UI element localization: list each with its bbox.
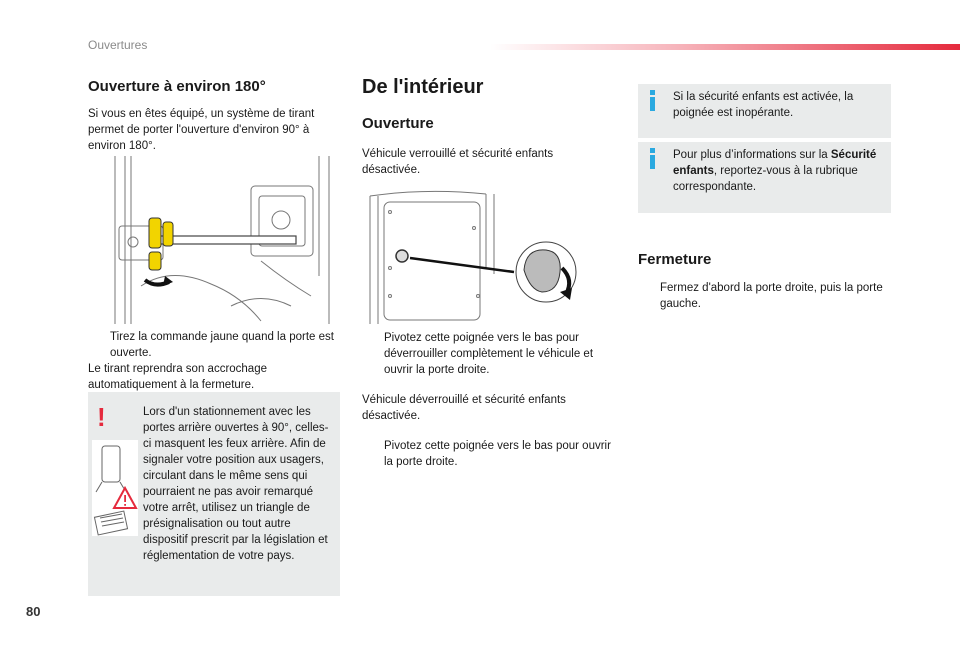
- info-icon: [648, 148, 658, 170]
- left-after-text: Le tirant reprendra son accrochage automatiquement à la fermeture.: [88, 363, 267, 391]
- middle-bullet-item-1: [362, 330, 612, 378]
- warning-text: Lors d'un stationnement avec les portes arrière ouvertes à 90°, celles-ci masquent les feux arrière. Afin de signaler votre position aux usagers, circulant dans le même sens qui pourraient ne pas avoir remarqué votre arrêt, utilisez un triangle de présignalisation ou tout autre dispositif prescrit par la législation et réglementation de votre pays.: [143, 406, 329, 562]
- interior-handle-illustration: [366, 188, 598, 324]
- middle-bullet-text-2: Pivotez cette poignée vers le bas pour ouvrir la porte droite.: [384, 440, 611, 468]
- left-bullet-item: [88, 329, 338, 361]
- closing-title: Fermeture: [638, 251, 712, 268]
- left-bullet-text: Tirez la commande jaune quand la porte est ouverte.: [110, 331, 334, 359]
- info-text-part: Pour plus d’informations sur la: [673, 149, 831, 161]
- info-text-part: , reportez-vous à la rubrique correspondante.: [673, 165, 858, 193]
- left-intro-text: Si vous en êtes équipé, un système de tirant permet de porter l'ouverture d'environ 90° à environ 180°.: [88, 108, 315, 152]
- section-title: Ouvertures: [88, 38, 148, 52]
- closing-bullet-text: Fermez d'abord la porte droite, puis la porte gauche.: [660, 282, 883, 310]
- middle-bullet-text-1: Pivotez cette poignée vers le bas pour déverrouiller complètement le véhicule et ouvrir la porte droite.: [384, 332, 594, 376]
- warning-triangle-illustration: [92, 440, 138, 536]
- warning-exclamation-icon: !: [97, 402, 106, 432]
- opening-subtitle: Ouverture: [362, 115, 434, 132]
- left-section-title: Ouverture à environ 180°: [88, 78, 266, 95]
- info-icon: [648, 90, 658, 112]
- info-text-child-lock: Si la sécurité enfants est activée, la poignée est inopérante.: [673, 91, 854, 119]
- child-safety-reference: Sécurité enfants: [673, 149, 877, 177]
- header-gradient-bar: [490, 44, 960, 50]
- state-locked-text: Véhicule verrouillé et sécurité enfants désactivée.: [362, 148, 554, 176]
- info-box-child-lock: [638, 84, 891, 138]
- middle-section-title: De l'intérieur: [362, 76, 484, 98]
- page-number: 80: [26, 604, 41, 619]
- info-text-more-info: [673, 147, 888, 195]
- closing-bullet-item: [638, 280, 891, 312]
- state-unlocked-text: Véhicule déverrouillé et sécurité enfants désactivée.: [362, 394, 566, 422]
- door-strap-illustration: [111, 156, 331, 324]
- info-box-more-info: [638, 142, 891, 213]
- middle-bullet-item-2: [362, 438, 612, 470]
